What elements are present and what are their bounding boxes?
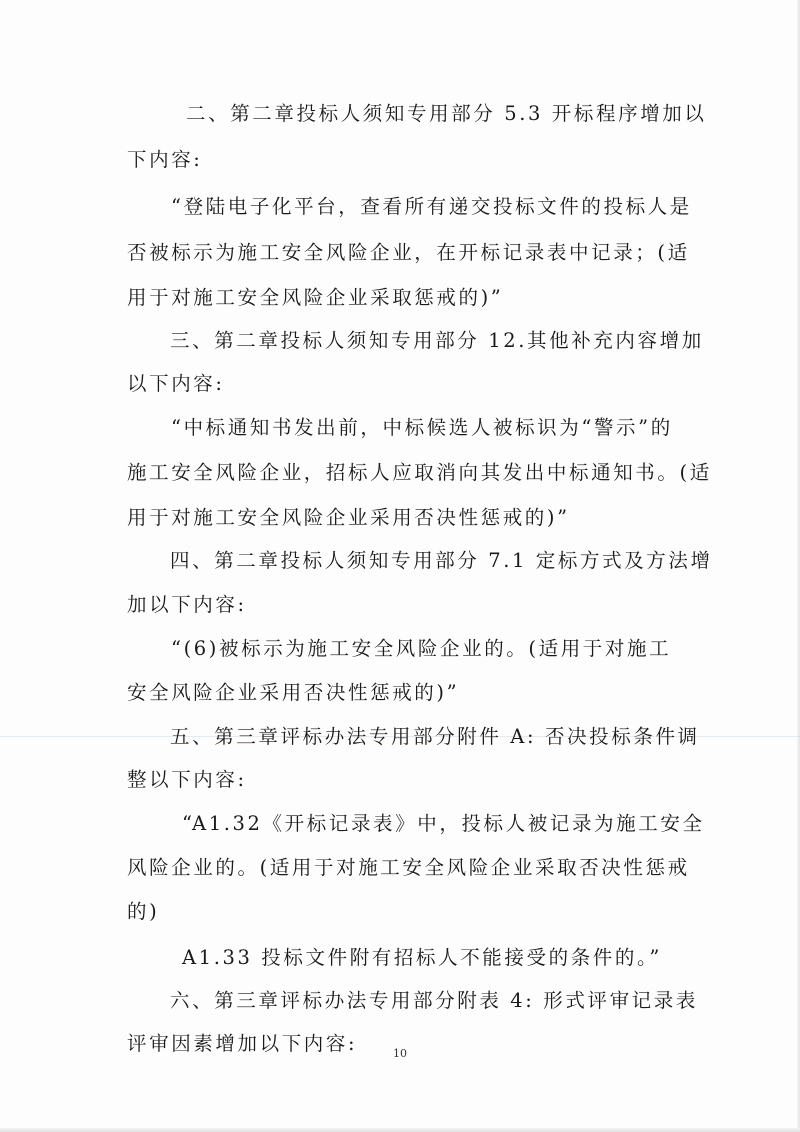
- paragraph-5-quote-line-1: “A1.32《开标记录表》中，投标人被记录为施工安全: [182, 812, 705, 835]
- paragraph-2-heading-line-2: 下内容:: [127, 148, 203, 171]
- paragraph-4-heading-line-1: 四、第二章投标人须知专用部分 7.1 定标方式及方法增: [170, 549, 713, 572]
- paragraph-5-heading-line-2: 整以下内容:: [127, 768, 247, 791]
- paragraph-3-quote-line-3: 用于对施工安全风险企业采用否决性惩戒的)”: [127, 506, 570, 529]
- paragraph-5-quote-line-2: 风险企业的。(适用于对施工安全风险企业采取否决性惩戒: [127, 856, 690, 879]
- paragraph-2-heading-line-1: 二、第二章投标人须知专用部分 5.3 开标程序增加以: [186, 102, 707, 125]
- paragraph-2-quote-line-1: “登陆电子化平台，查看所有递交投标文件的投标人是: [171, 195, 692, 218]
- scan-edge-bottom: [0, 1128, 800, 1132]
- paragraph-3-quote-line-2: 施工安全风险企业，招标人应取消向其发出中标通知书。(适: [127, 461, 712, 484]
- paragraph-6-heading-line-1: 六、第三章评标办法专用部分附表 4: 形式评审记录表: [170, 989, 698, 1012]
- paragraph-5-quote-line-3: 的): [127, 900, 160, 923]
- paragraph-3-heading-line-2: 以下内容:: [127, 372, 225, 395]
- paragraph-6-heading-line-2: 评审因素增加以下内容:: [127, 1032, 358, 1055]
- paragraph-5-quote-line-4: A1.33 投标文件附有招标人不能接受的条件的。”: [182, 946, 662, 969]
- paragraph-3-heading-line-1: 三、第二章投标人须知专用部分 12.其他补充内容增加: [170, 329, 704, 352]
- page-number: 10: [393, 1047, 407, 1060]
- paragraph-4-quote-line-2: 安全风险企业采用否决性惩戒的)”: [127, 681, 460, 704]
- paragraph-2-quote-line-2: 否被标示为施工安全风险企业，在开标记录表中记录；(适: [127, 241, 690, 264]
- paragraph-4-quote-line-1: “(6)被标示为施工安全风险企业的。(适用于对施工: [171, 637, 672, 660]
- paragraph-3-quote-line-1: “中标通知书发出前，中标候选人被标识为“警示”的: [171, 416, 673, 439]
- paragraph-4-heading-line-2: 加以下内容:: [127, 593, 247, 616]
- paragraph-2-quote-line-3: 用于对施工安全风险企业采取惩戒的)”: [127, 286, 504, 309]
- paragraph-5-heading-line-1: 五、第三章评标办法专用部分附件 A: 否决投标条件调: [170, 725, 700, 748]
